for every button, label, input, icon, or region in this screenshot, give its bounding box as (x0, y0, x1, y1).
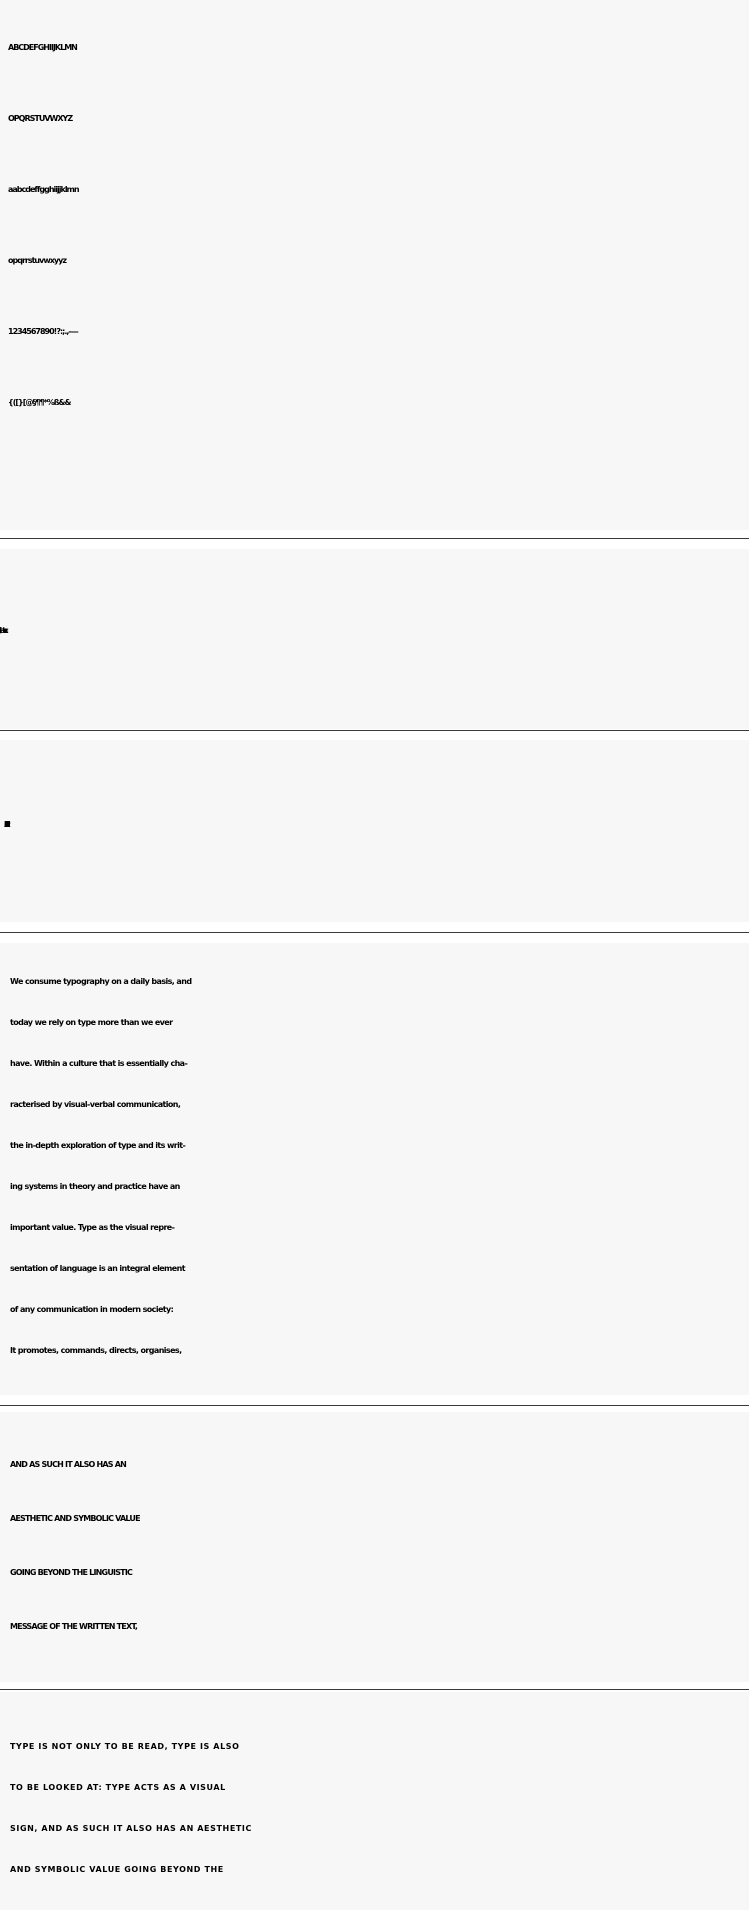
body-paragraph (0, 943, 749, 1371)
caps-line: GOING BEYOND THE LINGUISTIC (10, 1568, 133, 1577)
sample-word-lowercase (0, 549, 749, 721)
sample-word-uppercase: BACKUPS (4, 820, 5, 829)
small-caps-line: TO BE LOOKED AT: TYPE ACTS AS A VISUAL (10, 1783, 226, 1792)
paragraph-line: racterised by visual-verbal communication, (10, 1100, 181, 1109)
glyph-line-lowercase-1: aabcdeffgghiijjklmn (8, 185, 79, 194)
glyph-line-figures: 1234567890!?:;.,-— (8, 327, 78, 336)
paragraph-line: We consume typography on a daily basis, and (10, 977, 192, 986)
paragraph-line: important value. Type as the visual repre- (10, 1223, 175, 1232)
glyph-set (0, 0, 749, 438)
divider (0, 730, 749, 731)
small-caps-block (0, 1692, 749, 1890)
paragraph-line: of any communication in modern society: (10, 1305, 174, 1314)
glyph-line-symbols: {([}[@§¶¶*%ß&& (8, 398, 71, 407)
paragraph-line: sentation of language is an integral element (10, 1264, 185, 1273)
small-caps-line: TYPE IS NOT ONLY TO BE READ, TYPE IS ALSO (10, 1742, 240, 1751)
glyph-line-uppercase-2: OPQRSTUVWXYZ (8, 114, 73, 123)
caps-line: AESTHETIC AND SYMBOLIC VALUE (10, 1514, 140, 1523)
paragraph-line: today we rely on type more than we ever (10, 1018, 173, 1027)
paragraph-line: ing systems in theory and practice have an (10, 1182, 180, 1191)
caps-block (0, 1412, 749, 1654)
small-caps-panel (0, 1692, 749, 1910)
small-caps-line: SIGN, AND AS SUCH IT ALSO HAS AN AESTHETIC (10, 1824, 252, 1833)
uppercase-sample-panel (0, 740, 749, 922)
glyph-line-uppercase-1: ABCDEFGHIIJKLMN (8, 43, 77, 52)
paragraph-line: the in-depth exploration of type and its writ- (10, 1141, 186, 1150)
caps-line: MESSAGE OF THE WRITTEN TEXT, (10, 1622, 138, 1631)
small-caps-line: AND SYMBOLIC VALUE GOING BEYOND THE (10, 1865, 224, 1874)
glyph-line-lowercase-2: opqrrstuvwxyyz (8, 256, 66, 265)
divider (0, 1689, 749, 1690)
divider (0, 932, 749, 933)
glyph-set-panel (0, 0, 749, 530)
divider (0, 538, 749, 539)
caps-block-panel (0, 1412, 749, 1682)
caps-line: AND AS SUCH IT ALSO HAS AN (10, 1460, 127, 1469)
paragraph-line: have. Within a culture that is essentially cha- (10, 1059, 188, 1068)
paragraph-panel (0, 943, 749, 1395)
lowercase-sample-panel (0, 549, 749, 729)
paragraph-line: It promotes, commands, directs, organises, (10, 1346, 182, 1355)
divider (0, 1405, 749, 1406)
